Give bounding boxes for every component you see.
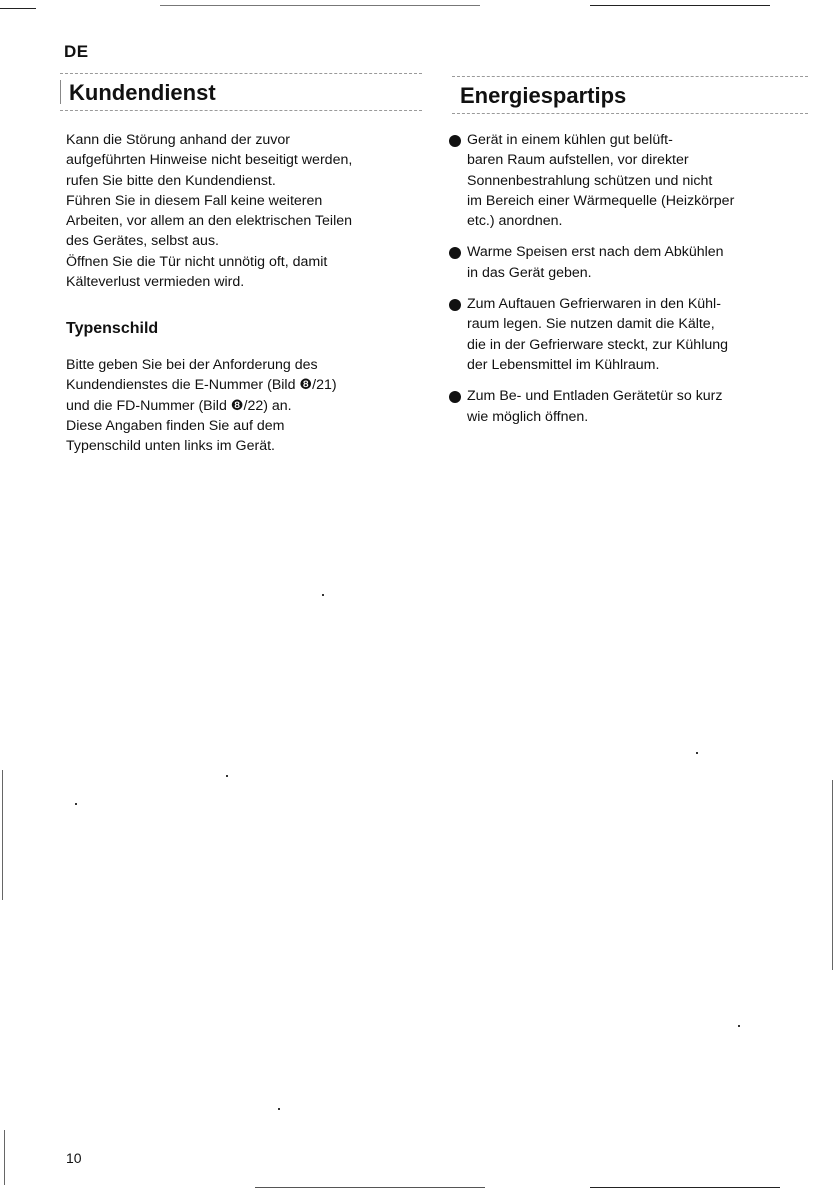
- scan-line-top-mid: [160, 5, 480, 6]
- subheading-typenschild: Typenschild: [66, 320, 159, 337]
- kundendienst-paragraph: Kann die Störung anhand der zuvor aufgeführten Hinweise nicht beseitigt werden, rufen Sie bitte den Kundendienst. Führen Sie in diesem Fall keine weiteren Arbeiten, vor allem an den elektrischen Teilen des Gerätes, selbst aus. Öffnen Sie die Tür nicht unnötig oft, damit Kälteverlust vermieden wird.: [66, 132, 353, 291]
- scan-line-left-edge: [2, 770, 3, 900]
- scan-line-bottom-left: [255, 1187, 485, 1188]
- tip-text: Zum Be- und Entladen Gerätetür so kurz wie möglich öffnen.: [467, 388, 723, 425]
- energy-tips-list: [449, 130, 799, 438]
- bullet-icon: [449, 391, 461, 403]
- scan-line-left-edge-bottom: [4, 1130, 5, 1185]
- scan-speck: [226, 775, 228, 777]
- scan-line-top-left: [0, 8, 36, 9]
- list-item: [449, 242, 799, 283]
- tip-text: Gerät in einem kühlen gut belüft- baren Raum aufstellen, vor direkter Sonnenbestrahlung schützen und nicht im Bereich einer Wärmequelle (Heizkörper etc.) anordnen.: [467, 132, 735, 230]
- typenschild-paragraph: Bitte geben Sie bei der Anforderung des Kundendienstes die E-Nummer (Bild ❽/21) und die FD-Nummer (Bild ❽/22) an. Diese Angaben finden Sie auf dem Typenschild unten links im Gerät.: [66, 357, 337, 455]
- bullet-icon: [449, 135, 461, 147]
- scan-line-right-edge: [832, 780, 833, 970]
- scan-line-bottom-right: [590, 1187, 780, 1188]
- page-number: 10: [66, 1150, 82, 1166]
- language-label: DE: [64, 42, 89, 61]
- scan-speck: [738, 1025, 740, 1027]
- list-item: [449, 386, 799, 427]
- heading-kundendienst: [60, 73, 422, 111]
- bullet-icon: [449, 247, 461, 259]
- scan-speck: [696, 752, 698, 754]
- list-item: [449, 130, 799, 231]
- tip-text: Warme Speisen erst nach dem Abkühlen in das Gerät geben.: [467, 244, 724, 281]
- bullet-icon: [449, 299, 461, 311]
- scan-line-top-right: [590, 5, 770, 6]
- heading-kundendienst-text: Kundendienst: [69, 80, 216, 105]
- scan-speck: [75, 803, 77, 805]
- tip-text: Zum Auftauen Gefrierwaren in den Kühl- raum legen. Sie nutzen damit die Kälte, die in der Gefrierware steckt, zur Kühlung der Lebensmittel im Kühlraum.: [467, 296, 729, 373]
- heading-bar: [60, 80, 61, 104]
- heading-energiespartips: [452, 76, 808, 114]
- scan-speck: [278, 1108, 280, 1110]
- heading-energiespartips-text: Energiespartips: [460, 83, 627, 108]
- list-item: [449, 294, 799, 375]
- scan-speck: [322, 594, 324, 596]
